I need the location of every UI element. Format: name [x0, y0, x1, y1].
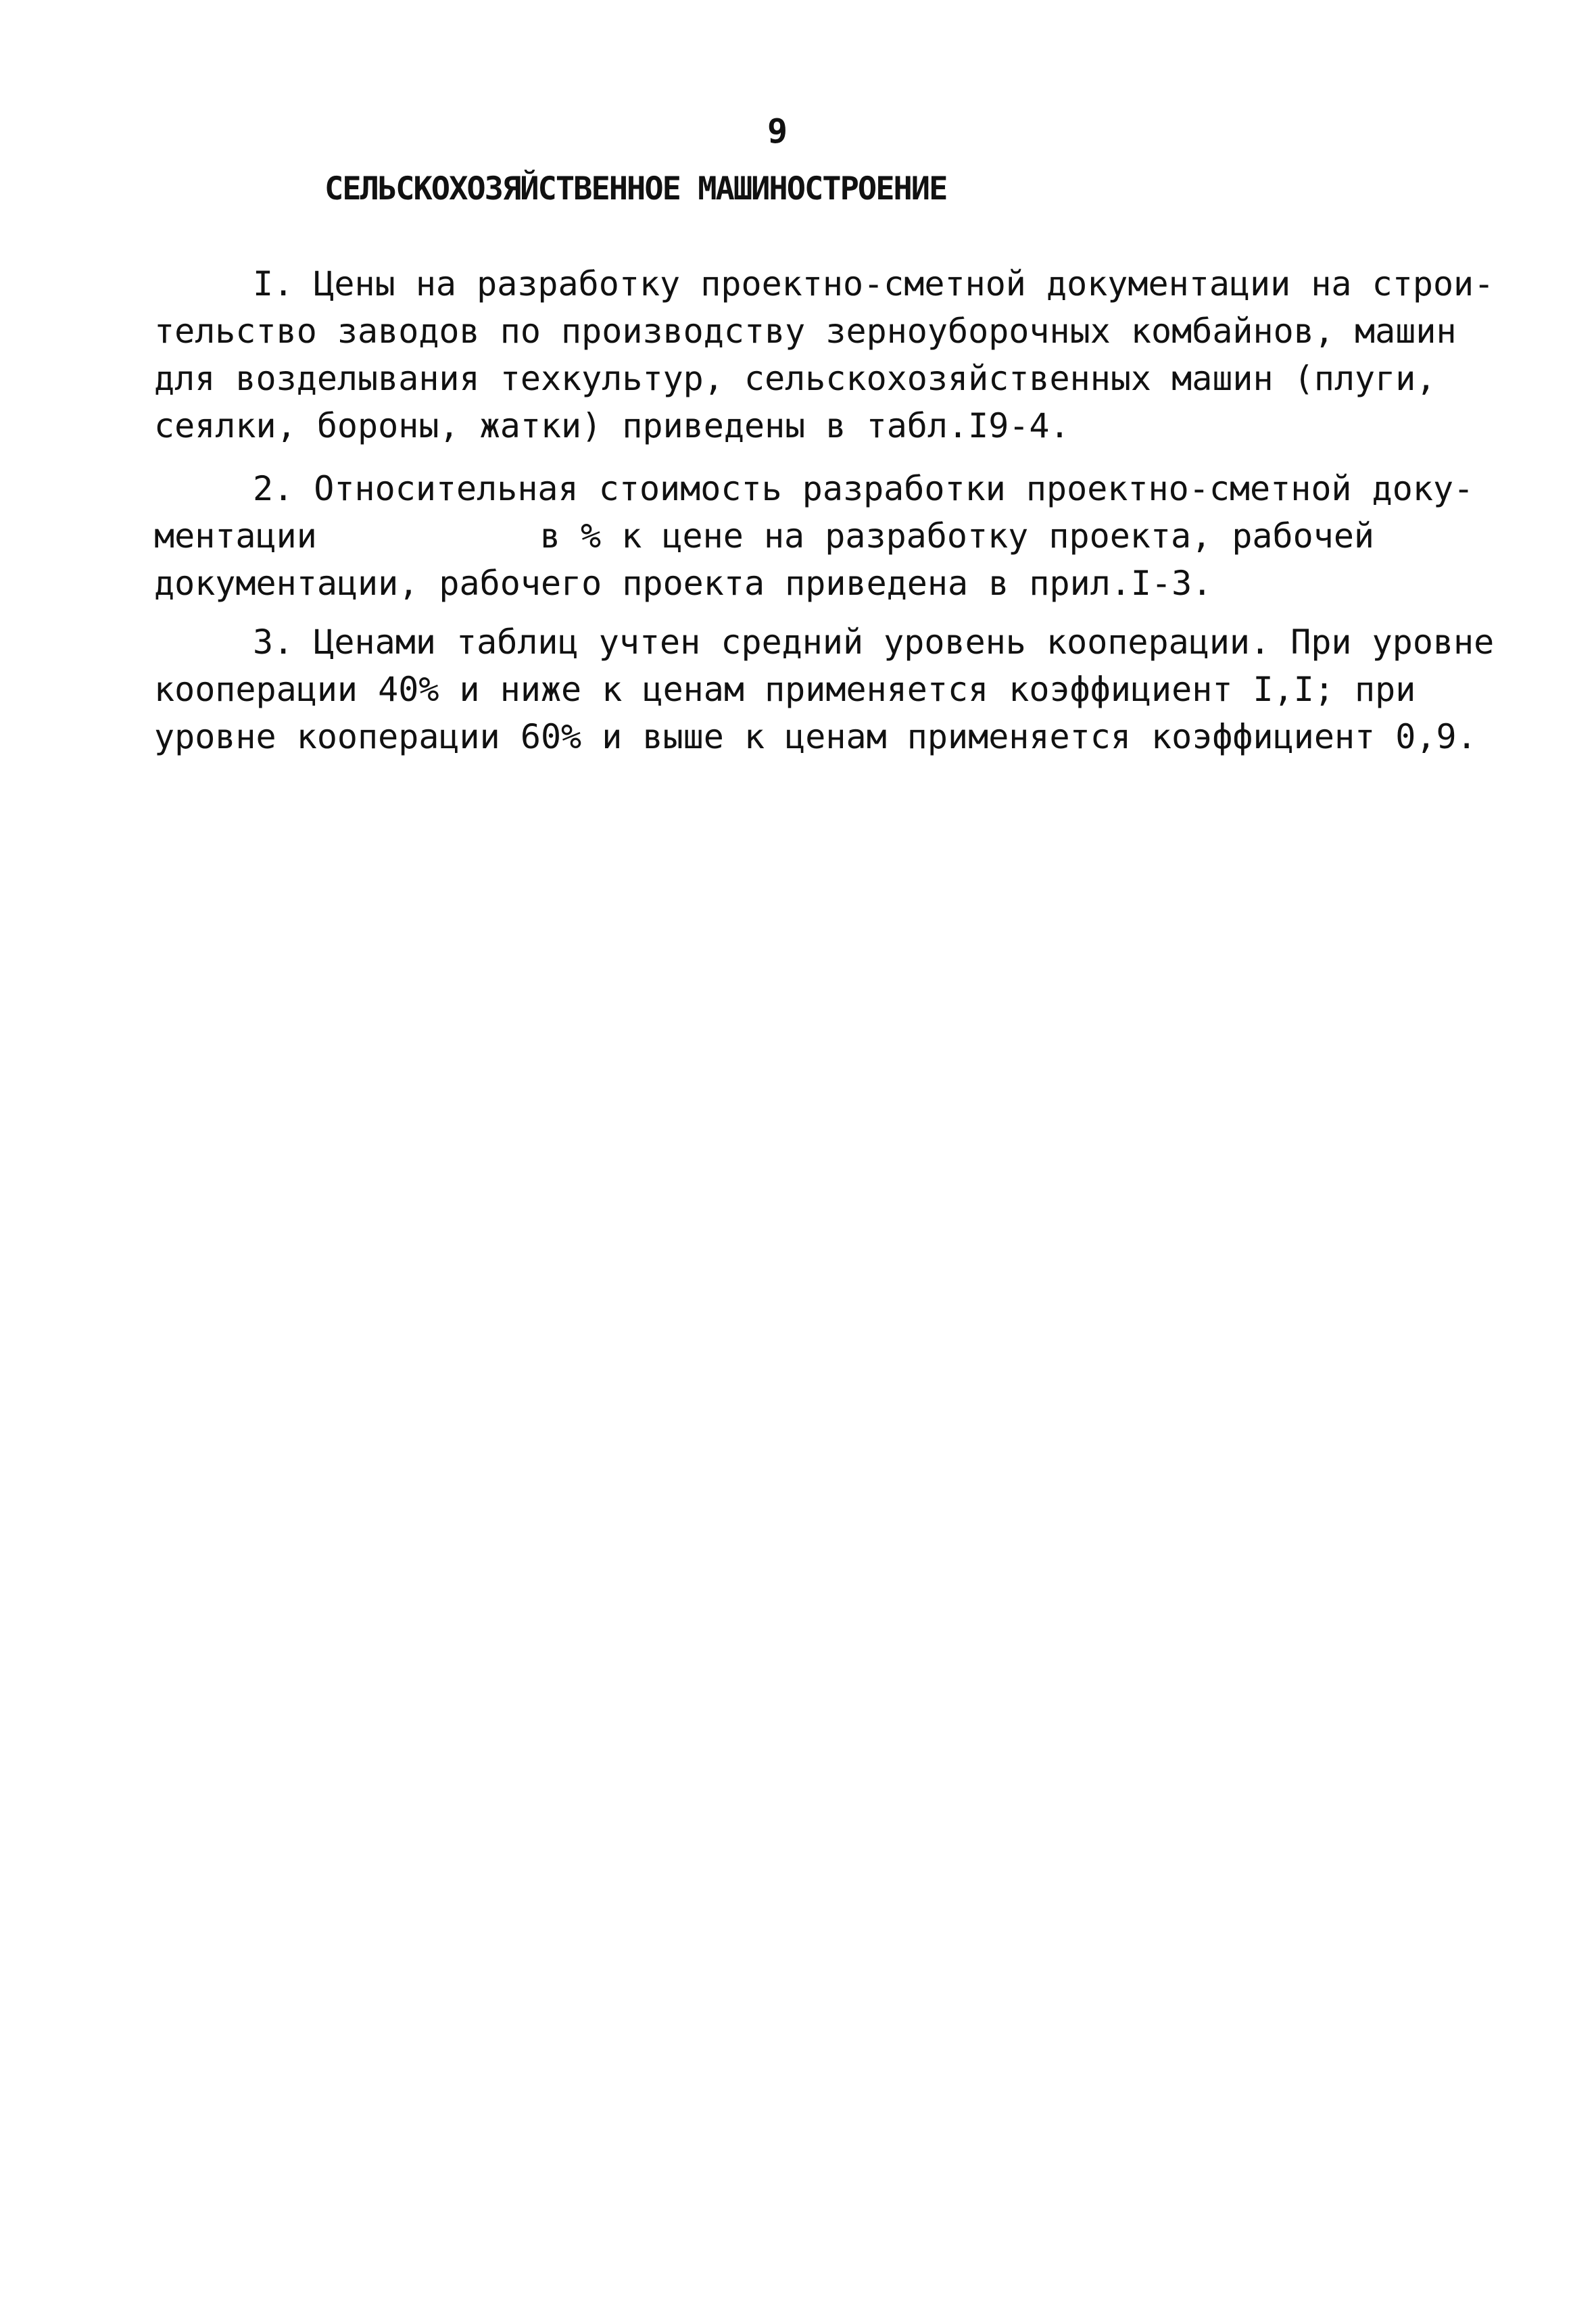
- paragraph-line-part: в % к цене на разработку проекта, рабочей: [539, 516, 1375, 556]
- paragraph-line: для возделывания техкультур, сельскохозяйственных машин (плуги,: [154, 359, 1436, 398]
- paragraph-line: документации, рабочего проекта приведена в прил.I-3.: [154, 564, 1213, 603]
- paragraph-line: сеялки, бороны, жатки) приведены в табл.I9-4.: [154, 406, 1070, 445]
- paragraph-1: [154, 260, 1495, 449]
- paragraph-line: I. Цены на разработку проектно-сметной документации на строи-: [253, 264, 1495, 303]
- paragraph-line-part: ментации: [154, 516, 317, 556]
- paragraph-line: 2. Относительная стоимость разработки проектно-сметной доку-: [253, 469, 1474, 508]
- page-number: 9: [767, 112, 788, 151]
- paragraph-line-split: [154, 512, 1425, 560]
- paragraph-line: уровне кооперации 60% и выше к ценам применяется коэффициент 0,9.: [154, 717, 1477, 756]
- paragraph-line: тельство заводов по производству зерноуборочных комбайнов, машин: [154, 312, 1457, 351]
- paragraph-2: [154, 465, 1474, 607]
- paragraph-line: кооперации 40% и ниже к ценам применяется коэффициент I,I; при: [154, 670, 1416, 709]
- section-heading: СЕЛЬСКОХОЗЯЙСТВЕННОЕ МАШИНОСТРОЕНИЕ: [324, 170, 947, 208]
- paragraph-line: 3. Ценами таблиц учтен средний уровень кооперации. При уровне: [253, 623, 1495, 662]
- paragraph-3: [154, 618, 1495, 760]
